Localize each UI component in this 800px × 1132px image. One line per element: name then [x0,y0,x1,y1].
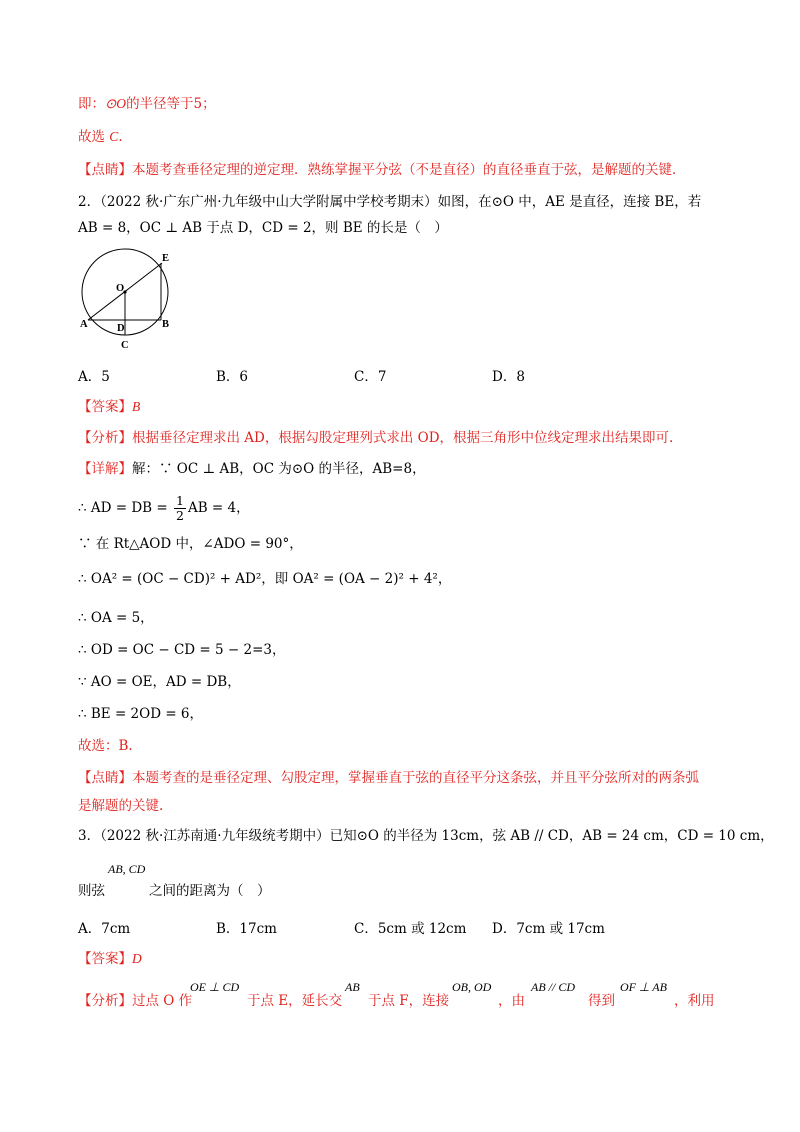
label-d: D [117,323,125,334]
option-letter: D． [492,921,517,937]
option-text: 8 [516,369,525,385]
q3-analysis-part2: 于点 E，延长交 [247,993,343,1009]
q2-step7: ∴ BE = 2OD = 6， [78,706,204,722]
fraction-half [174,494,186,523]
option-text: 6 [239,369,249,385]
label-e: E [162,253,170,264]
detail-tag: 【详解】 [78,461,132,477]
q2-stem-line2: AB = 8，OC ⊥ AB 于点 D，CD = 2，则 BE 的长是（ ） [78,220,448,236]
detail-text: 解：∵ OC ⊥ AB，OC 为⊙O 的半径，AB=8， [132,461,426,477]
q3-option-d [492,920,605,938]
analysis-tag: 【分析】 [78,430,132,446]
q3-analysis-part5: 得到 [588,993,615,1009]
dianjing-text: 本题考查垂径定理的逆定理．熟练掌握平分弦（不是直径）的直径垂直于弦，是解题的关键． [132,162,686,178]
q3-analysis-line [78,992,132,1010]
text: 即： [78,96,105,112]
option-letter: A． [78,369,102,385]
text: . [118,129,123,145]
q3-analysis-part4: ，由 [498,993,525,1009]
text: 之间的距离为（ ） [149,883,271,899]
text: 的半径等于5； [126,96,216,112]
option-letter: C． [354,369,378,385]
q2-option-a [78,368,110,386]
q3-option-a [78,920,130,938]
q3-stem-line2 [78,882,271,900]
prev-answer-line [78,95,216,113]
option-text: 17cm [239,921,277,937]
answer-tag: 【答案】 [78,951,132,967]
dianjing-tag: 【点睛】 [78,770,132,786]
q3-sup-ab: AB [345,980,360,994]
option-letter: B． [216,369,240,385]
q3-analysis-part1: 过点 O 作 [132,993,193,1009]
q2-step6: ∵ AO = OE，AD = DB， [78,674,241,690]
q2-step2: ∵ 在 Rt△AOD 中，∠ADO = 90°， [78,536,303,552]
q2-step1 [78,493,250,523]
option-text: 7cm 或 17cm [516,921,605,937]
q3-stem-sup: AB, CD [108,862,146,876]
step-text: AB = 4， [187,500,250,516]
analysis-tag: 【分析】 [78,993,132,1009]
fraction-num: 1 [176,493,184,508]
fraction-den: 2 [176,508,184,523]
q2-step5: ∴ OD = OC − CD = 5 − 2=3， [78,642,286,658]
prev-dianjing [78,161,686,179]
label-o: O [116,283,125,294]
q2-step3: ∴ OA² = (OC − CD)² + AD²，即 OA² = (OA − 2)² + 4²， [78,571,452,587]
label-a: A [80,319,88,330]
label-b: B [162,319,170,330]
q2-stem-line1: 2．（2022 秋·广东广州·九年级中山大学附属中学校考期末）如图，在⊙O 中，AE 是直径，连接 BE，若 [78,194,702,210]
q2-detail-line [78,460,426,478]
q3-sup-ob-od: OB, OD [452,980,492,994]
q3-analysis-part6: ，利用 [674,993,715,1009]
circle-o: ⊙O [105,96,127,111]
option-text: 5cm 或 12cm [377,921,467,937]
answer-value: B [132,399,141,414]
q2-option-d [492,368,525,386]
label-c: C [121,340,129,351]
q3-answer [78,950,142,968]
option-letter: C． [354,921,378,937]
step-text: ∴ AD = DB = [78,500,172,516]
option-text: 7 [377,369,387,385]
dianjing-tag: 【点睛】 [78,162,132,178]
prev-choose-line [78,128,123,146]
choice: C [109,129,119,144]
q2-option-b [216,368,248,386]
q3-option-c [354,920,466,938]
text: 故选 [78,129,110,145]
dianjing-text: 本题考查的是垂径定理、勾股定理，掌握垂直于弦的直径平分这条弦，并且平分弦所对的两条弧 [132,770,699,786]
q3-sup-oe-cd: OE ⊥ CD [190,980,240,994]
q3-sup-of-ab: OF ⊥ AB [620,980,667,994]
q3-stem-line1: 3．（2022 秋·江苏南通·九年级统考期中）已知⊙O 的半径为 13cm，弦 AB // CD，AB = 24 cm，CD = 10 cm， [78,828,774,844]
q2-choose: 故选：B. [78,738,133,754]
text: 则弦 [78,883,105,899]
option-letter: D． [492,369,517,385]
option-text: 5 [101,369,110,385]
option-text: 7cm [101,921,131,937]
answer-value: D [132,951,142,966]
q3-analysis-part3: 于点 F，连接 [368,993,450,1009]
analysis-text: 根据垂径定理求出 AD，根据勾股定理列式求出 OD，根据三角形中位线定理求出结果即可. [132,430,674,446]
option-letter: B． [216,921,240,937]
q3-option-b [216,920,277,938]
q2-analysis [78,429,673,447]
option-letter: A． [78,921,102,937]
q2-dianjing-line1 [78,769,699,787]
answer-tag: 【答案】 [78,399,132,415]
q3-sup-ab-cd: AB // CD [531,980,575,994]
q2-step4: ∴ OA = 5， [78,610,154,626]
q2-answer [78,398,140,416]
q2-option-c [354,368,386,386]
q2-circle-figure [76,247,182,355]
q2-dianjing-line2: 是解题的关键. [78,798,164,814]
